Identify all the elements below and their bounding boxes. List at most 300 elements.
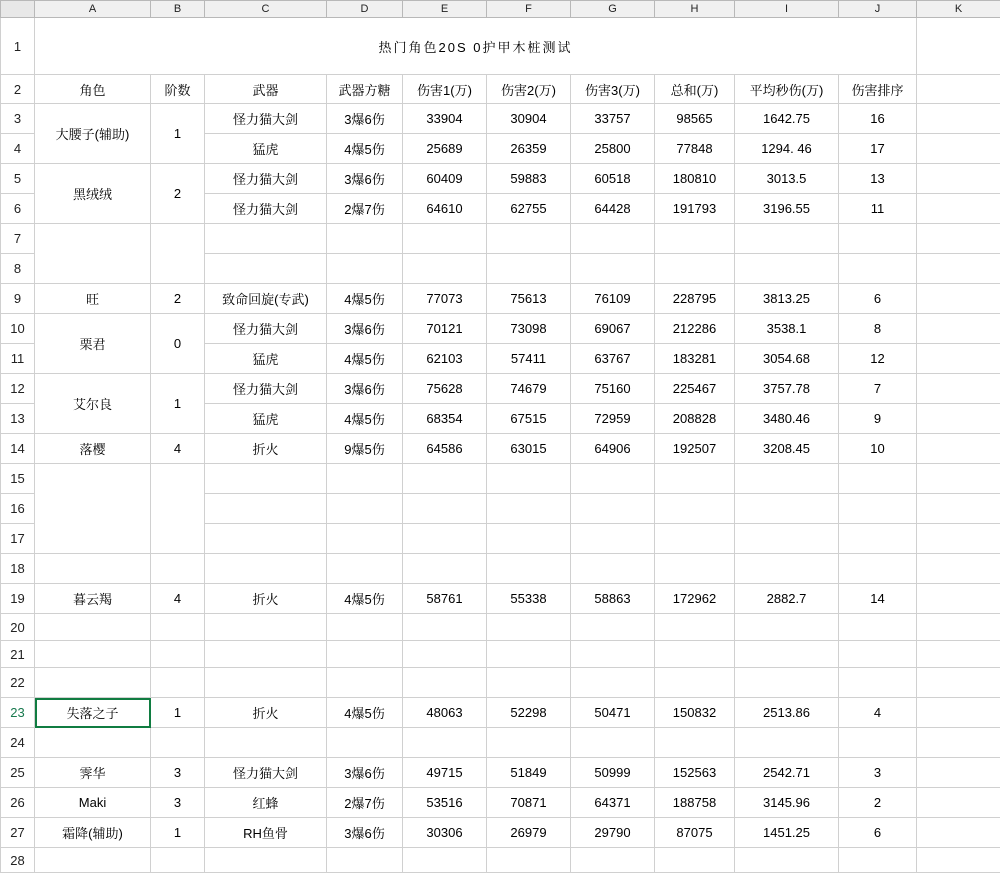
row-header-24[interactable]: 24 <box>1 728 35 758</box>
cell-K[interactable] <box>917 464 1000 494</box>
empty-cell[interactable] <box>35 641 151 668</box>
cell-weapon[interactable]: 怪力猫大剑 <box>205 104 327 134</box>
cell-rank[interactable]: 0 <box>151 314 205 374</box>
cell-d3[interactable]: 72959 <box>571 404 655 434</box>
cell-sugar[interactable]: 2爆7伤 <box>327 788 403 818</box>
cell-total[interactable]: 180810 <box>655 164 735 194</box>
cell-avg[interactable]: 4447.68 <box>735 494 839 524</box>
empty-cell[interactable] <box>327 641 403 668</box>
table-header-6[interactable]: 伤害3(万) <box>571 75 655 104</box>
select-all-corner[interactable] <box>1 1 35 18</box>
cell-total[interactable]: 188758 <box>655 788 735 818</box>
cell-avg[interactable]: 4084.25 <box>735 254 839 284</box>
cell-avg[interactable]: 3013.5 <box>735 164 839 194</box>
row-header-15[interactable]: 15 <box>1 464 35 494</box>
cell-d3[interactable]: 82786 <box>571 254 655 284</box>
cell-d2[interactable]: 57411 <box>487 344 571 374</box>
cell-d2[interactable]: 26979 <box>487 818 571 848</box>
row-header-1[interactable]: 1 <box>1 18 35 75</box>
cell-rank[interactable]: 2 <box>151 284 205 314</box>
row-header-13[interactable]: 13 <box>1 404 35 434</box>
cell-d3[interactable]: 69067 <box>571 314 655 344</box>
empty-cell[interactable] <box>487 614 571 641</box>
cell-weapon[interactable]: 折火 <box>205 434 327 464</box>
cell-weapon[interactable]: 致命回旋(专武) <box>205 284 327 314</box>
cell-rank[interactable]: 2 <box>151 164 205 224</box>
cell-sugar[interactable]: 4爆5伤 <box>327 584 403 614</box>
column-header-F[interactable]: F <box>487 1 571 18</box>
row-header-14[interactable]: 14 <box>1 434 35 464</box>
cell-total[interactable]: 141673 <box>655 554 735 584</box>
cell-character[interactable]: 霁华 <box>35 758 151 788</box>
table-row[interactable] <box>1 314 1000 344</box>
row-header-9[interactable]: 9 <box>1 284 35 314</box>
table-row[interactable] <box>1 641 1000 668</box>
cell-d3[interactable]: 64371 <box>571 788 655 818</box>
table-row[interactable] <box>1 224 1000 254</box>
cell-d1[interactable]: 79398 <box>403 254 487 284</box>
empty-cell[interactable] <box>35 848 151 873</box>
empty-cell[interactable] <box>917 614 1000 641</box>
row-header-5[interactable]: 5 <box>1 164 35 194</box>
row-header-26[interactable]: 26 <box>1 788 35 818</box>
row-header-12[interactable]: 12 <box>1 374 35 404</box>
cell-avg[interactable]: 4490.05 <box>735 224 839 254</box>
cell-d2[interactable]: 26359 <box>487 134 571 164</box>
cell-d2[interactable]: 83491 <box>487 524 571 554</box>
table-row[interactable] <box>1 284 1000 314</box>
cell-weapon[interactable]: 猛虎 <box>205 134 327 164</box>
cell-weapon[interactable]: 折火 <box>205 698 327 728</box>
cell-K[interactable] <box>917 554 1000 584</box>
cell-character[interactable]: 艾尔良 <box>35 374 151 434</box>
empty-cell[interactable] <box>151 848 205 873</box>
cell-character[interactable]: 斑鸠 <box>35 464 151 554</box>
cell-K[interactable] <box>917 524 1000 554</box>
cell-rank[interactable]: 3 <box>151 224 205 284</box>
cell-K[interactable] <box>917 134 1000 164</box>
cell-order[interactable]: 15 <box>839 554 917 584</box>
cell-avg[interactable]: 2513.86 <box>735 698 839 728</box>
cell-rank[interactable]: 1 <box>151 698 205 728</box>
cell-sugar[interactable]: 3爆6伤 <box>327 254 403 284</box>
cell-weapon[interactable]: 隐雷・烈(专武) <box>205 728 327 758</box>
cell-order[interactable]: 1 <box>839 728 917 758</box>
empty-cell[interactable] <box>917 848 1000 873</box>
cell-d1[interactable]: 64610 <box>403 194 487 224</box>
cell-total[interactable]: 191793 <box>655 194 735 224</box>
cell-order[interactable]: 7 <box>839 374 917 404</box>
cell-rank[interactable]: 4 <box>151 554 205 584</box>
row-header-22[interactable]: 22 <box>1 668 35 698</box>
cell-K[interactable] <box>917 284 1000 314</box>
cell-sugar[interactable]: 4爆5伤 <box>327 404 403 434</box>
cell-total[interactable]: 212286 <box>655 314 735 344</box>
cell-total[interactable]: 228795 <box>655 284 735 314</box>
empty-cell[interactable] <box>205 641 327 668</box>
cell-weapon[interactable]: 沙坦 <box>205 494 327 524</box>
cell-d3[interactable]: 75160 <box>571 374 655 404</box>
empty-cell[interactable] <box>35 614 151 641</box>
cell-d1[interactable]: 75628 <box>403 374 487 404</box>
empty-cell[interactable] <box>151 641 205 668</box>
cell-d3[interactable]: 50999 <box>571 758 655 788</box>
cell-d1[interactable]: 30306 <box>403 818 487 848</box>
table-header-1[interactable]: 阶数 <box>151 75 205 104</box>
cell-d2[interactable]: 52298 <box>487 698 571 728</box>
cell-d2[interactable]: 30904 <box>487 104 571 134</box>
cell-d3[interactable]: 49486 <box>571 668 655 698</box>
empty-cell[interactable] <box>327 848 403 873</box>
column-header-I[interactable]: I <box>735 1 839 18</box>
cell-character[interactable]: 黑绒绒 <box>35 164 151 224</box>
cell-total[interactable]: 172962 <box>655 584 735 614</box>
cell-character[interactable]: 鸣 御雷霆 <box>35 728 151 758</box>
cell-weapon[interactable]: 怪力猫大剑 <box>205 194 327 224</box>
cell-d2[interactable]: 49727 <box>487 668 571 698</box>
cell-K[interactable] <box>917 584 1000 614</box>
cell-sugar[interactable]: 4爆5伤 <box>327 698 403 728</box>
cell-avg[interactable]: 1294. 46 <box>735 134 839 164</box>
cell-order[interactable]: 4 <box>839 464 917 494</box>
cell-sugar[interactable]: 4爆5伤 <box>327 284 403 314</box>
table-row[interactable] <box>1 728 1000 758</box>
row-header-27[interactable]: 27 <box>1 818 35 848</box>
row-header-10[interactable]: 10 <box>1 314 35 344</box>
cell-order[interactable]: 13 <box>839 164 917 194</box>
table-row[interactable] <box>1 818 1000 848</box>
cell-K[interactable] <box>917 758 1000 788</box>
cell-d3[interactable]: 25800 <box>571 134 655 164</box>
cell-K[interactable] <box>917 788 1000 818</box>
cell-weapon[interactable]: 猛虎 <box>205 404 327 434</box>
cell-order[interactable]: 11 <box>839 194 917 224</box>
cell-d3[interactable]: 33757 <box>571 104 655 134</box>
cell-d3[interactable]: 64428 <box>571 194 655 224</box>
cell-d1[interactable]: 70121 <box>403 314 487 344</box>
cell-avg[interactable]: 5794.16 <box>735 728 839 758</box>
cell-character[interactable]: 栗君 <box>35 314 151 374</box>
cell-sugar[interactable]: 4爆5伤 <box>327 524 403 554</box>
cell-d2[interactable]: 51849 <box>487 758 571 788</box>
table-header-7[interactable]: 总和(万) <box>655 75 735 104</box>
cell-d1[interactable]: 68354 <box>403 404 487 434</box>
cell-sugar[interactable]: 2爆7伤 <box>327 194 403 224</box>
cell-d1[interactable]: 90864 <box>403 224 487 254</box>
cell-K[interactable] <box>917 314 1000 344</box>
empty-cell[interactable] <box>403 641 487 668</box>
cell-sugar[interactable]: 3爆6伤 <box>327 164 403 194</box>
cell-order[interactable]: 5 <box>839 668 917 698</box>
cell-d1[interactable]: 48063 <box>403 698 487 728</box>
cell-d3[interactable]: 29790 <box>571 818 655 848</box>
empty-cell[interactable] <box>735 614 839 641</box>
cell-sugar[interactable]: 4爆5伤 <box>327 554 403 584</box>
cell-K[interactable] <box>917 494 1000 524</box>
cell-character[interactable]: 大腰子(辅助) <box>35 104 151 164</box>
cell-order[interactable]: 2 <box>839 788 917 818</box>
cell-d3[interactable]: 82898 <box>571 464 655 494</box>
cell-d3[interactable]: 84727 <box>571 524 655 554</box>
cell-d3[interactable]: 90593 <box>571 494 655 524</box>
row-header-19[interactable]: 19 <box>1 584 35 614</box>
empty-cell[interactable] <box>839 641 917 668</box>
cell-order[interactable]: 6 <box>839 818 917 848</box>
column-header-H[interactable]: H <box>655 1 735 18</box>
cell-sugar[interactable]: 2爆7伤 <box>327 464 403 494</box>
cell-avg[interactable]: 2542.71 <box>735 758 839 788</box>
empty-cell[interactable] <box>571 848 655 873</box>
cell-d3[interactable]: 42824 <box>571 554 655 584</box>
cell-sugar[interactable]: 3爆6伤 <box>327 758 403 788</box>
column-header-A[interactable]: A <box>35 1 151 18</box>
table-header-8[interactable]: 平均秒伤(万) <box>735 75 839 104</box>
table-row[interactable] <box>1 614 1000 641</box>
cell-d1[interactable]: 62103 <box>403 344 487 374</box>
cell-weapon[interactable]: 怪力猫大剑 <box>205 164 327 194</box>
cell-sugar[interactable]: 3爆6伤 <box>327 314 403 344</box>
column-header-E[interactable]: E <box>403 1 487 18</box>
cell-avg[interactable]: 4188.03 <box>735 464 839 494</box>
cell-sugar[interactable]: 9爆5伤 <box>327 434 403 464</box>
cell-order[interactable]: 16 <box>839 104 917 134</box>
cell-sugar[interactable]: 3爆6伤 <box>327 668 403 698</box>
cell-d3[interactable]: 50471 <box>571 698 655 728</box>
empty-cell[interactable] <box>735 641 839 668</box>
cell-avg[interactable]: 2424.73 <box>735 668 839 698</box>
cell-avg[interactable]: 3757.78 <box>735 374 839 404</box>
row-header-25[interactable]: 25 <box>1 758 35 788</box>
cell-sugar[interactable]: 3爆6伤 <box>327 818 403 848</box>
row-header-20[interactable]: 20 <box>1 614 35 641</box>
cell-d1[interactable]: 60409 <box>403 164 487 194</box>
cell-order[interactable]: 6 <box>839 284 917 314</box>
cell-d3[interactable]: 63767 <box>571 344 655 374</box>
cell-avg[interactable]: 3813.25 <box>735 284 839 314</box>
table-row[interactable] <box>1 104 1000 134</box>
empty-cell[interactable] <box>655 848 735 873</box>
cell-weapon[interactable]: RH鱼骨 <box>205 818 327 848</box>
cell-d1[interactable]: 33904 <box>403 104 487 134</box>
cell-K[interactable] <box>917 194 1000 224</box>
cell-d2[interactable]: 49986 <box>487 554 571 584</box>
cell-weapon[interactable]: 芒果冰 <box>205 524 327 554</box>
cell-rank[interactable]: 1 <box>151 374 205 434</box>
cell-character[interactable]: 失落之子 <box>35 698 151 728</box>
row-header-7[interactable]: 7 <box>1 224 35 254</box>
cell-d2[interactable]: 89568 <box>487 494 571 524</box>
cell-weapon[interactable]: 怪力猫大剑 <box>205 314 327 344</box>
cell-K1[interactable] <box>917 18 1000 75</box>
cell-d2[interactable]: 67515 <box>487 404 571 434</box>
row-header-17[interactable]: 17 <box>1 524 35 554</box>
empty-cell[interactable] <box>839 848 917 873</box>
cell-sugar[interactable]: 3爆6伤 <box>327 374 403 404</box>
cell-total[interactable]: 347650 <box>655 728 735 758</box>
cell-d2[interactable]: 82871 <box>487 254 571 284</box>
cell-rank[interactable]: 3 <box>151 758 205 788</box>
empty-cell[interactable] <box>327 614 403 641</box>
cell-d3[interactable]: 64906 <box>571 434 655 464</box>
empty-cell[interactable] <box>571 614 655 641</box>
sheet-title[interactable]: 热门角色20S 0护甲木桩测试 <box>35 18 917 75</box>
cell-d2[interactable]: 74679 <box>487 374 571 404</box>
cell-weapon[interactable]: 猛虎 <box>205 344 327 374</box>
cell-d2[interactable]: 63015 <box>487 434 571 464</box>
cell-d1[interactable]: 48863 <box>403 554 487 584</box>
row-header-11[interactable]: 11 <box>1 344 35 374</box>
empty-cell[interactable] <box>839 614 917 641</box>
cell-character[interactable]: 月汐 <box>35 224 151 284</box>
cell-K[interactable] <box>917 434 1000 464</box>
table-header-3[interactable]: 武器方糖 <box>327 75 403 104</box>
cell-character[interactable]: 暮云羯 <box>35 584 151 614</box>
cell-d3[interactable]: 90108 <box>571 224 655 254</box>
cell-order[interactable]: 12 <box>839 344 917 374</box>
cell-character[interactable]: 七月狐狸 <box>35 668 151 698</box>
cell-weapon[interactable]: 怪力猫大剑 <box>205 374 327 404</box>
cell-avg[interactable]: 4197.51 <box>735 524 839 554</box>
cell-d2[interactable]: 59883 <box>487 164 571 194</box>
cell-total[interactable]: 245055 <box>655 254 735 284</box>
cell-d1[interactable]: 49715 <box>403 758 487 788</box>
table-row[interactable] <box>1 464 1000 494</box>
cell-order[interactable]: 14 <box>839 584 917 614</box>
cell-rank[interactable]: 0 <box>151 728 205 758</box>
cell-d2[interactable]: 75613 <box>487 284 571 314</box>
cell-sugar[interactable]: 3爆6伤 <box>327 104 403 134</box>
cell-total[interactable]: 152563 <box>655 758 735 788</box>
cell-d1[interactable]: 111618 <box>403 728 487 758</box>
cell-total[interactable]: 145484 <box>655 668 735 698</box>
empty-cell[interactable] <box>487 641 571 668</box>
empty-cell[interactable] <box>735 848 839 873</box>
cell-rank[interactable]: 4 <box>151 584 205 614</box>
cell-sugar[interactable]: 4爆5伤 <box>327 344 403 374</box>
cell-K[interactable] <box>917 104 1000 134</box>
table-row[interactable] <box>1 374 1000 404</box>
cell-total[interactable]: 98565 <box>655 104 735 134</box>
column-header-B[interactable]: B <box>151 1 205 18</box>
empty-cell[interactable] <box>487 848 571 873</box>
table-header-2[interactable]: 武器 <box>205 75 327 104</box>
row-header-21[interactable]: 21 <box>1 641 35 668</box>
cell-K[interactable] <box>917 344 1000 374</box>
cell-avg[interactable]: 3054.68 <box>735 344 839 374</box>
table-header-0[interactable]: 角色 <box>35 75 151 104</box>
cell-d1[interactable]: 86700 <box>403 494 487 524</box>
cell-avg[interactable]: 1451.25 <box>735 818 839 848</box>
cell-sugar[interactable]: 3爆6伤 <box>327 224 403 254</box>
cell-avg[interactable]: 3480.46 <box>735 404 839 434</box>
cell-sugar[interactable]: 4爆5伤 <box>327 134 403 164</box>
cell-d3[interactable]: 60518 <box>571 164 655 194</box>
cell-d3[interactable]: 58863 <box>571 584 655 614</box>
cell-order[interactable]: 3 <box>839 524 917 554</box>
cell-weapon[interactable]: 芒果冰 <box>205 554 327 584</box>
cell-order[interactable]: 5 <box>839 254 917 284</box>
table-row[interactable] <box>1 434 1000 464</box>
row-header-18[interactable]: 18 <box>1 554 35 584</box>
cell-avg[interactable]: 1642.75 <box>735 104 839 134</box>
cell-d1[interactable]: 25689 <box>403 134 487 164</box>
cell-rank[interactable]: 1 <box>151 818 205 848</box>
cell-rank[interactable]: 4 <box>151 464 205 554</box>
cell-order[interactable]: 8 <box>839 314 917 344</box>
cell-K[interactable] <box>917 254 1000 284</box>
column-header-G[interactable]: G <box>571 1 655 18</box>
row-header-8[interactable]: 8 <box>1 254 35 284</box>
cell-K[interactable] <box>917 224 1000 254</box>
empty-cell[interactable] <box>403 614 487 641</box>
column-header-D[interactable]: D <box>327 1 403 18</box>
table-header-9[interactable]: 伤害排序 <box>839 75 917 104</box>
cell-d1[interactable]: 83633 <box>403 524 487 554</box>
cell-d2[interactable]: 120299 <box>487 728 571 758</box>
cell-weapon[interactable]: 怪力猫大剑 <box>205 758 327 788</box>
cell-character[interactable]: 拿拿 <box>35 554 151 584</box>
cell-total[interactable]: 225467 <box>655 374 735 404</box>
cell-order[interactable]: 3 <box>839 758 917 788</box>
cell-rank[interactable]: 4 <box>151 434 205 464</box>
cell-total[interactable]: 87075 <box>655 818 735 848</box>
cell-d1[interactable]: 53516 <box>403 788 487 818</box>
cell-order[interactable]: 1 <box>839 224 917 254</box>
cell-rank[interactable]: 3 <box>151 788 205 818</box>
empty-cell[interactable] <box>151 614 205 641</box>
cell-weapon[interactable]: RH鱼骨 <box>205 668 327 698</box>
cell-total[interactable]: 192507 <box>655 434 735 464</box>
cell-d2[interactable]: 73098 <box>487 314 571 344</box>
cell-total[interactable]: 150832 <box>655 698 735 728</box>
empty-cell[interactable] <box>205 614 327 641</box>
cell-d3[interactable]: 76109 <box>571 284 655 314</box>
row-header-23[interactable]: 23 <box>1 698 35 728</box>
cell-total[interactable]: 269403 <box>655 224 735 254</box>
cell-sugar[interactable]: 4爆5伤 <box>327 494 403 524</box>
cell-total[interactable]: 183281 <box>655 344 735 374</box>
cell-avg[interactable]: 3196.55 <box>735 194 839 224</box>
cell-rank[interactable]: 1 <box>151 104 205 164</box>
cell-d2[interactable]: 86325 <box>487 464 571 494</box>
cell-total[interactable]: 77848 <box>655 134 735 164</box>
row-header-16[interactable]: 16 <box>1 494 35 524</box>
row-header-6[interactable]: 6 <box>1 194 35 224</box>
cell-total[interactable]: 251851 <box>655 524 735 554</box>
empty-cell[interactable] <box>205 848 327 873</box>
empty-cell[interactable] <box>655 641 735 668</box>
cell-K2[interactable] <box>917 75 1000 104</box>
table-row[interactable] <box>1 758 1000 788</box>
cell-total[interactable]: 208828 <box>655 404 735 434</box>
table-row[interactable] <box>1 554 1000 584</box>
cell-K[interactable] <box>917 164 1000 194</box>
cell-d1[interactable]: 46271 <box>403 668 487 698</box>
cell-character[interactable]: 落樱 <box>35 434 151 464</box>
table-row[interactable] <box>1 164 1000 194</box>
cell-avg[interactable]: 2882.7 <box>735 584 839 614</box>
row-header-4[interactable]: 4 <box>1 134 35 164</box>
cell-K[interactable] <box>917 404 1000 434</box>
column-header-J[interactable]: J <box>839 1 917 18</box>
cell-weapon[interactable]: RH鱼骨 <box>205 224 327 254</box>
cell-d1[interactable]: 58761 <box>403 584 487 614</box>
cell-K[interactable] <box>917 668 1000 698</box>
cell-order[interactable]: 2 <box>839 494 917 524</box>
table-row[interactable] <box>1 698 1000 728</box>
cell-total[interactable]: 251282 <box>655 464 735 494</box>
cell-weapon[interactable]: 红蜂 <box>205 464 327 494</box>
